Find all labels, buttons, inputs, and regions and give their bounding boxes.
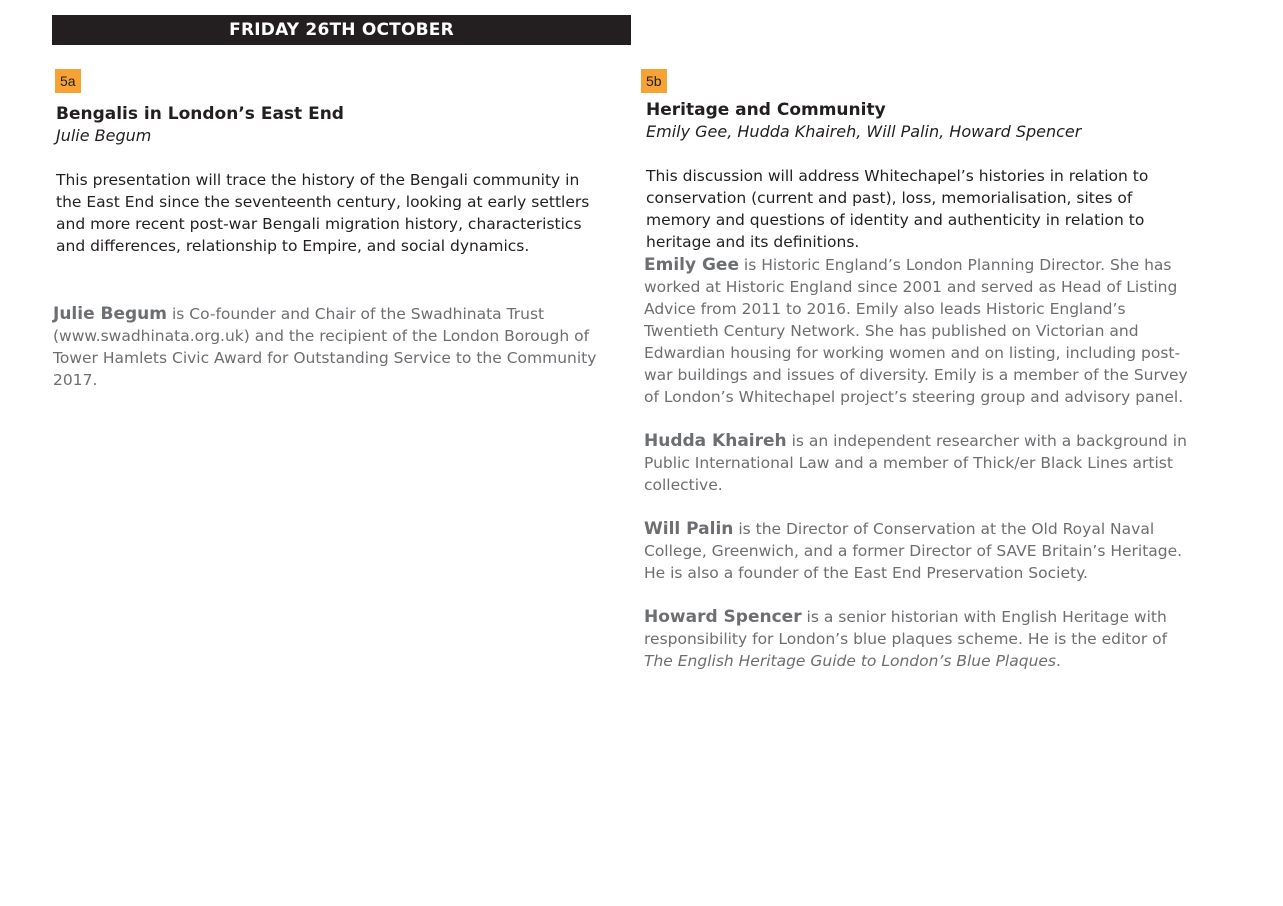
session-abstract: This presentation will trace the history of the Bengali community in the East End since the seventeenth century, looking at early settlers and more recent post-war Bengali migration history, characteristics and differences, relationship to Empire, and social dynamics. [56, 171, 590, 255]
session-abstract: This discussion will address Whitechapel’s histories in relation to conservation (current and past), loss, memorialisation, sites of memory and questions of identity and authenticity in relation to heritage and its definitions. [646, 167, 1149, 251]
speaker-bio-text: is Co-founder and Chair of the Swadhinata Trust (www.swadhinata.org.uk) and the recipient of the London Borough of Tower Hamlets Civic Award for Outstanding Service to the Community 2017. [53, 305, 597, 389]
session-code-badge: 5a [55, 69, 81, 93]
speaker-bio-list [644, 254, 1196, 694]
session-speakers: Julie Begum [56, 126, 152, 145]
session-code-badge: 5b [641, 69, 667, 93]
book-title: The English Heritage Guide to London’s Blue Plaques [644, 652, 1056, 670]
speaker-name: Howard Spencer [644, 607, 802, 627]
speaker-name: Emily Gee [644, 255, 739, 275]
session-speakers: Emily Gee, Hudda Khaireh, Will Palin, Howard Spencer [646, 122, 1082, 141]
speaker-bio [644, 518, 1196, 584]
speaker-bio [644, 606, 1196, 672]
speaker-bio-text: is a senior historian with English Heritage with responsibility for London’s blue plaques scheme. He is the editor of [644, 608, 1168, 648]
session-title: Bengalis in London’s East End [56, 104, 344, 124]
speaker-bio [644, 430, 1196, 496]
speaker-bio-text-end: . [1056, 652, 1061, 670]
speaker-name: Hudda Khaireh [644, 431, 787, 451]
speaker-bio-text: is an independent researcher with a background in Public International Law and a member of Thick/er Black Lines artist collective. [644, 432, 1187, 494]
speaker-bio [53, 303, 598, 391]
session-title: Heritage and Community [646, 100, 886, 120]
speaker-bio-text: is the Director of Conservation at the Old Royal Naval College, Greenwich, and a former Director of SAVE Britain’s Heritage. He is also a founder of the East End Preservation Society. [644, 520, 1183, 582]
speaker-bio [644, 254, 1196, 408]
speaker-bio-text: is Historic England’s London Planning Director. She has worked at Historic England since 2001 and served as Head of Listing Advice from 2011 to 2016. Emily also leads Historic England’s Twentieth Century Network. She has published on Victorian and Edwardian housing for working women and on listing, including post-war buildings and issues of diversity. Emily is a member of the Survey of London’s Whitechapel project’s steering group and advisory panel. [644, 256, 1188, 406]
speaker-name: Julie Begum [53, 304, 168, 324]
speaker-name: Will Palin [644, 519, 734, 539]
day-banner: FRIDAY 26TH OCTOBER [52, 15, 631, 45]
